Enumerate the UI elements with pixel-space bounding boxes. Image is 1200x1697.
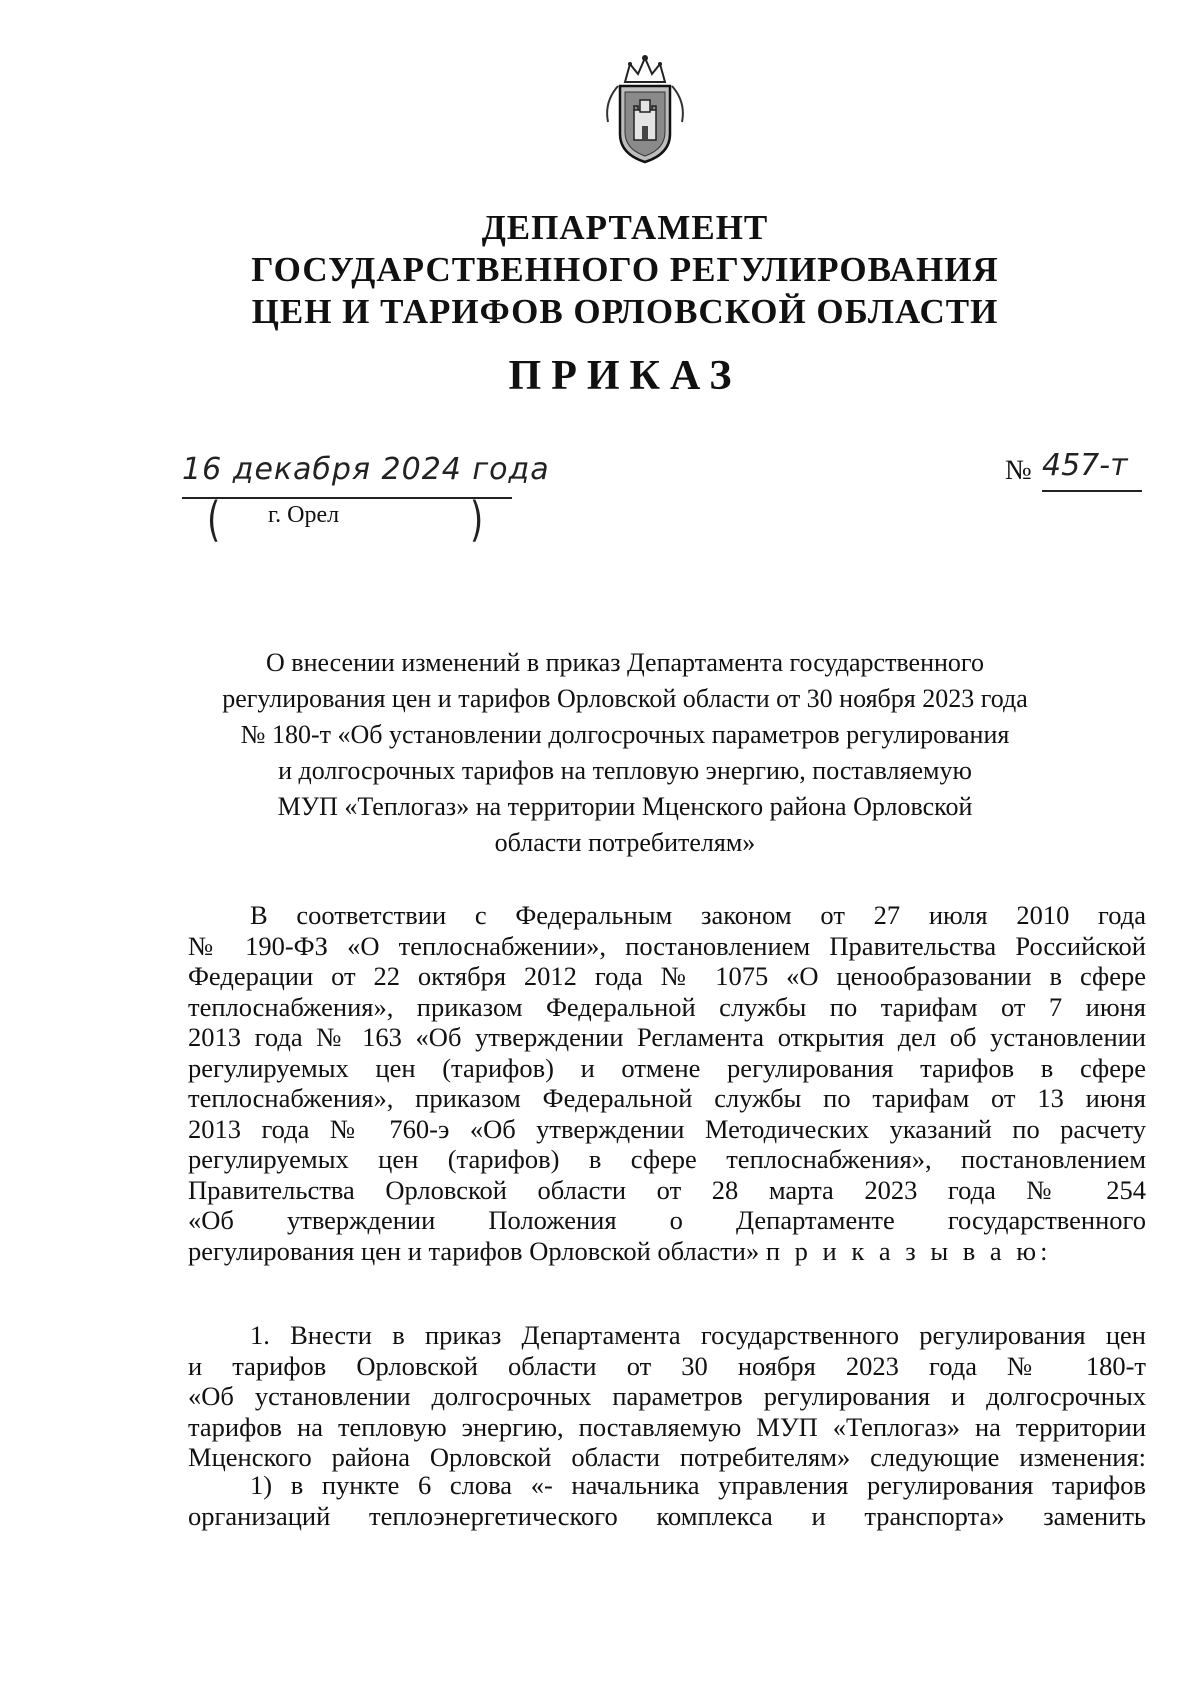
item-1-line: тарифов на тепловую энергию, поставляемую МУП «Теплогаз» на территории (188, 1411, 1146, 1442)
subject-line: области потребителям» (494, 828, 756, 857)
department-line-3: ЦЕН И ТАРИФОВ ОРЛОВСКОЙ ОБЛАСТИ (251, 292, 999, 331)
department-line-2: ГОСУДАРСТВЕННОГО РЕГУЛИРОВАНИЯ (251, 250, 999, 289)
preamble-line: регулирования цен и тарифов Орловской области» (188, 1235, 760, 1266)
subitem-1-line: организаций теплоэнергетического комплекса и транспорта» заменить (188, 1500, 1146, 1531)
item-1-line: Мценского района Орловской области потребителям» следующие изменения: (188, 1442, 1146, 1472)
preamble-line: 2013 года № 163 «Об утверждении Регламента открытия дел об установлении (188, 1022, 1146, 1052)
preamble-line: регулируемых цен (тарифов) в сфере теплоснабжения», постановлением (188, 1144, 1146, 1174)
document-type-title: ПРИКАЗ (508, 353, 742, 399)
preamble-line: «Об утверждении Положения о Департаменте государственного (188, 1205, 1146, 1235)
subject-line: № 180-т «Об установлении долгосрочных параметров регулирования (240, 720, 1010, 749)
preamble-line: Правительства Орловской области от 28 марта 2023 года № 254 (188, 1174, 1146, 1205)
preamble-line: теплоснабжения», приказом Федеральной службы по тарифам от 7 июня (188, 991, 1146, 1022)
item-1-paragraph (188, 1320, 1146, 1473)
left-brace: ( (207, 492, 221, 548)
date-underline (182, 497, 512, 499)
preamble-line: регулируемых цен (тарифов) и отмене регулирования тарифов в сфере (188, 1052, 1146, 1083)
subject-line: и долгосрочных тарифов на тепловую энергию, поставляемую (278, 756, 972, 785)
department-line-1: ДЕПАРТАМЕНТ (481, 208, 769, 247)
subject-line: О внесении изменений в приказ Департамента государственного (266, 648, 984, 677)
department-heading (200, 207, 1050, 333)
handwritten-number: 457-т (1042, 448, 1128, 483)
number-underline (1042, 490, 1142, 492)
right-brace: ) (470, 492, 484, 548)
subitem-1-paragraph (188, 1470, 1146, 1531)
preamble-line: теплоснабжения», приказом Федеральной службы по тарифам от 13 июня (188, 1083, 1146, 1113)
preamble-line: № 190-ФЗ «О теплоснабжении», постановлением Правительства Российской (188, 930, 1146, 961)
subitem-1-line: 1) в пункте 6 слова «- начальника управления регулирования тарифов (250, 1470, 1146, 1500)
preamble-last-line (188, 1236, 1146, 1267)
preamble-line: Федерации от 22 октября 2012 года № 1075 «О ценообразовании в сфере (188, 961, 1146, 991)
number-label: № (1005, 455, 1032, 486)
item-1-line: 1. Внести в приказ Департамента государственного регулирования цен (250, 1320, 1146, 1350)
subject-line: регулирования цен и тарифов Орловской области от 30 ноября 2023 года (222, 684, 1028, 713)
order-subject (200, 645, 1050, 861)
order-word: п р и к а з ы в а ю: (765, 1235, 1052, 1266)
preamble-paragraph (188, 900, 1146, 1266)
item-1-line: и тарифов Орловской области от 30 ноября 2023 года № 180-т (188, 1350, 1146, 1381)
handwritten-date: 16 декабря 2024 года (182, 452, 550, 487)
coat-of-arms-icon (590, 52, 700, 168)
preamble-line: 2013 года № 760-э «Об утверждении Методических указаний по расчету (188, 1113, 1146, 1144)
preamble-line: В соответствии с Федеральным законом от 27 июля 2010 года (250, 900, 1146, 930)
city-label: г. Орел (268, 502, 340, 528)
subject-line: МУП «Теплогаз» на территории Мценского района Орловской (277, 792, 973, 821)
item-1-line: «Об установлении долгосрочных параметров регулирования и долгосрочных (188, 1381, 1146, 1411)
